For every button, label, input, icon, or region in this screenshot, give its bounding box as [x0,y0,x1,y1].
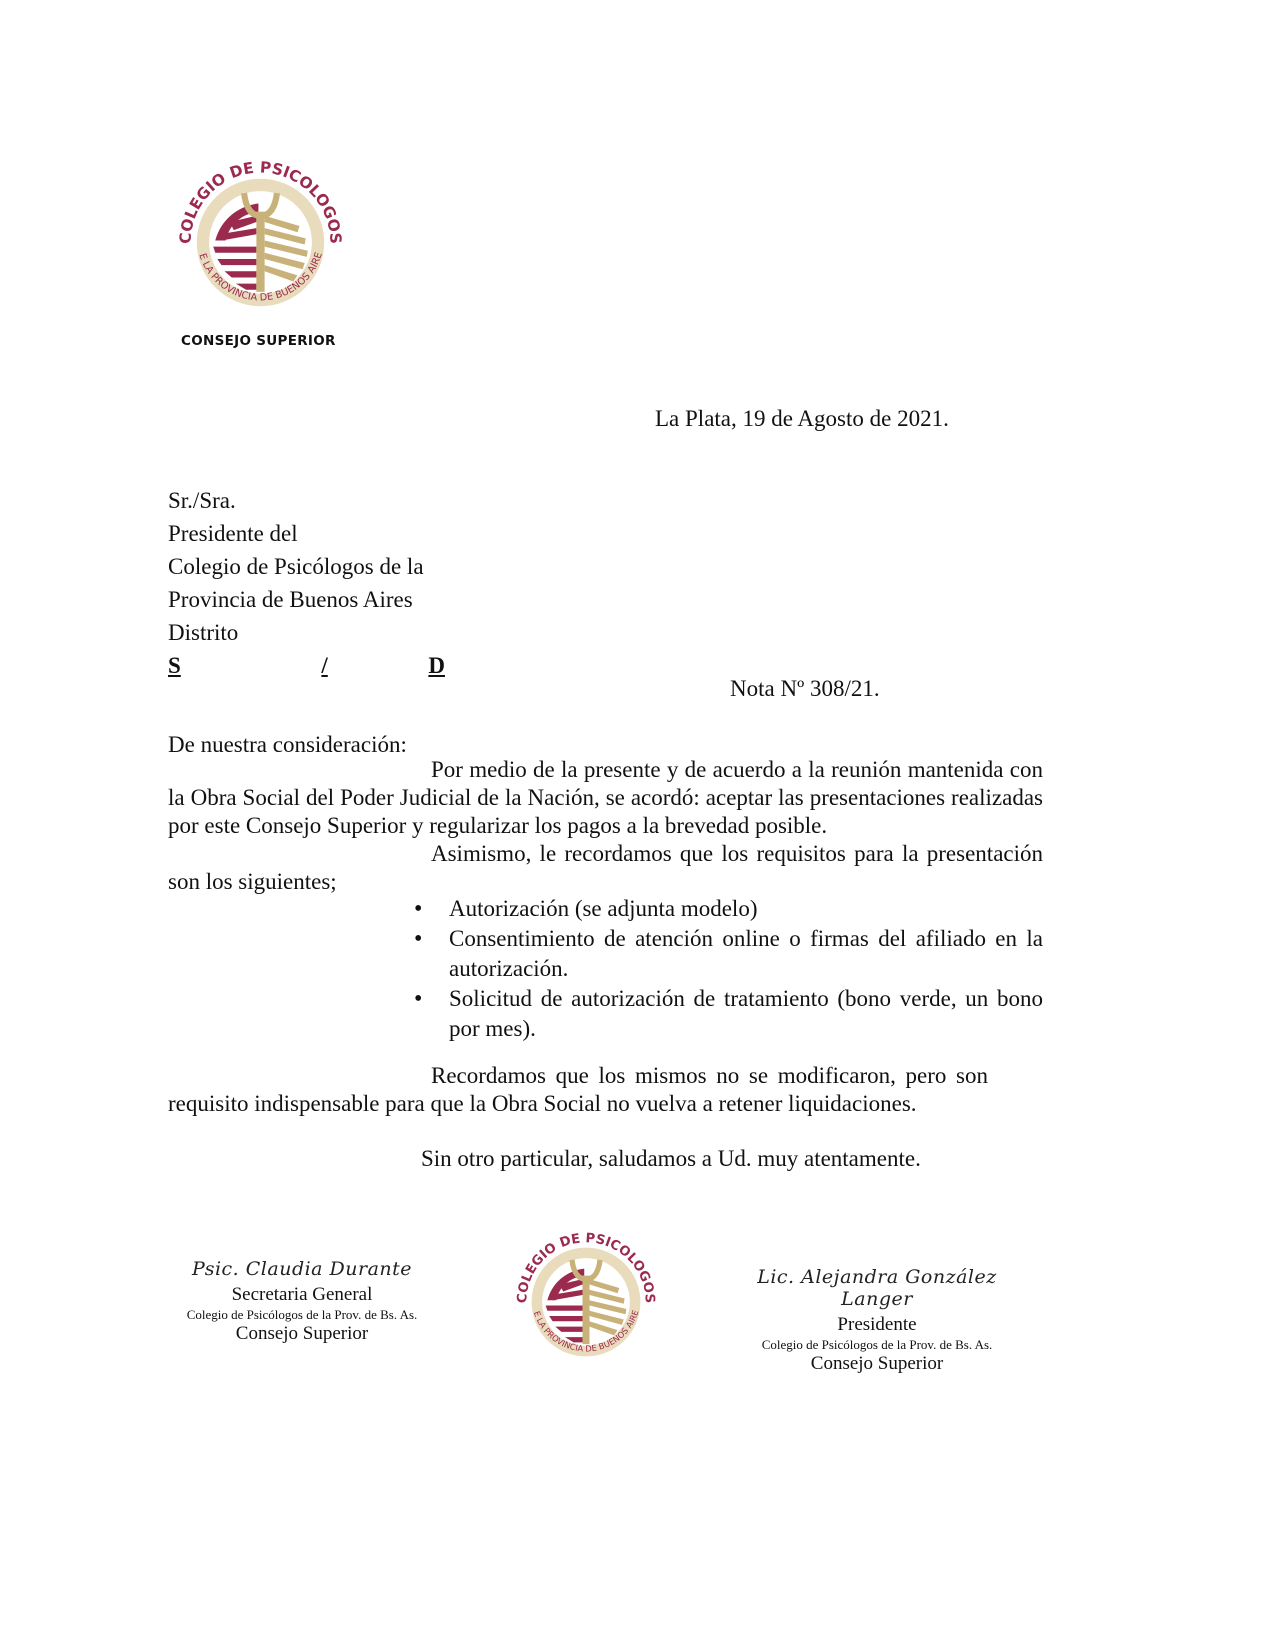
paragraph-2: Asimismo, le recordamos que los requisitos para la presentación son los siguientes; [168,841,1043,894]
recipient-line: Presidente del [168,521,298,546]
salutation: De nuestra consideración: [168,732,407,757]
recipient-block [168,484,445,682]
recipient-line: Distrito [168,620,239,645]
requirements-list [414,894,1043,1044]
header-logo [168,150,353,335]
sd-slash: / [321,653,328,678]
sd-line [168,649,445,682]
paragraph-3: Recordamos que los mismos no se modificaron, pero son requisito indispensable para que la Obra Social no vuelva a retener liquidaciones. [168,1063,988,1116]
sd-d: D [428,653,445,678]
logo-ring-top-text: COLEGIO DE PSICOLOGOS [176,158,345,245]
logo-ring-bottom-text: E LA PROVINCIA DE BUENOS AIRE [196,250,325,304]
paragraph-1: Por medio de la presente y de acuerdo a la reunión mantenida con la Obra Social del Poder Judicial de la Nación, se acordó: aceptar las presentaciones realizadas por este Consejo Superior y regularizar los pagos a la brevedad posible. [168,757,1043,838]
list-item [414,984,1043,1044]
signature-right [730,1266,1024,1375]
footer-logo [507,1223,665,1381]
recipient-line: Colegio de Psicólogos de la [168,554,424,579]
logo-caption: CONSEJO SUPERIOR [181,333,336,349]
signature-right-body: Consejo Superior [810,1353,944,1374]
sd-s: S [168,653,181,678]
signature-right-role: Presidente [837,1314,917,1335]
date-line: La Plata, 19 de Agosto de 2021. [655,406,949,431]
signature-left-org: Colegio de Psicólogos de la Prov. de Bs. As. [186,1307,418,1322]
footer-logo-ring-top-text: COLEGIO DE PSICOLOGOS [515,1231,657,1304]
closing-line: Sin otro particular, saludamos a Ud. muy atentamente. [421,1146,921,1171]
signature-left [160,1258,444,1345]
recipient-line: Provincia de Buenos Aires [168,587,413,612]
list-item-text: Autorización (se adjunta modelo) [449,896,758,921]
signature-right-org: Colegio de Psicólogos de la Prov. de Bs. As. [761,1337,993,1352]
signature-right-name: Lic. Alejandra González Langer [757,1266,997,1310]
signature-left-name: Psic. Claudia Durante [191,1258,413,1280]
signature-left-body: Consejo Superior [235,1323,369,1344]
list-item-text: Solicitud de autorización de tratamiento (bono verde, un bono por mes). [449,986,1043,1041]
list-item-text: Consentimiento de atención online o firmas del afiliado en la autorización. [449,926,1043,981]
note-number: Nota Nº 308/21. [730,676,880,701]
footer-logo-ring-bottom-text: E LA PROVINCIA DE BUENOS AIRE [531,1308,641,1354]
list-item [414,924,1043,984]
signature-left-role: Secretaria General [231,1284,373,1305]
recipient-line: Sr./Sra. [168,488,236,513]
list-item [414,894,1043,924]
